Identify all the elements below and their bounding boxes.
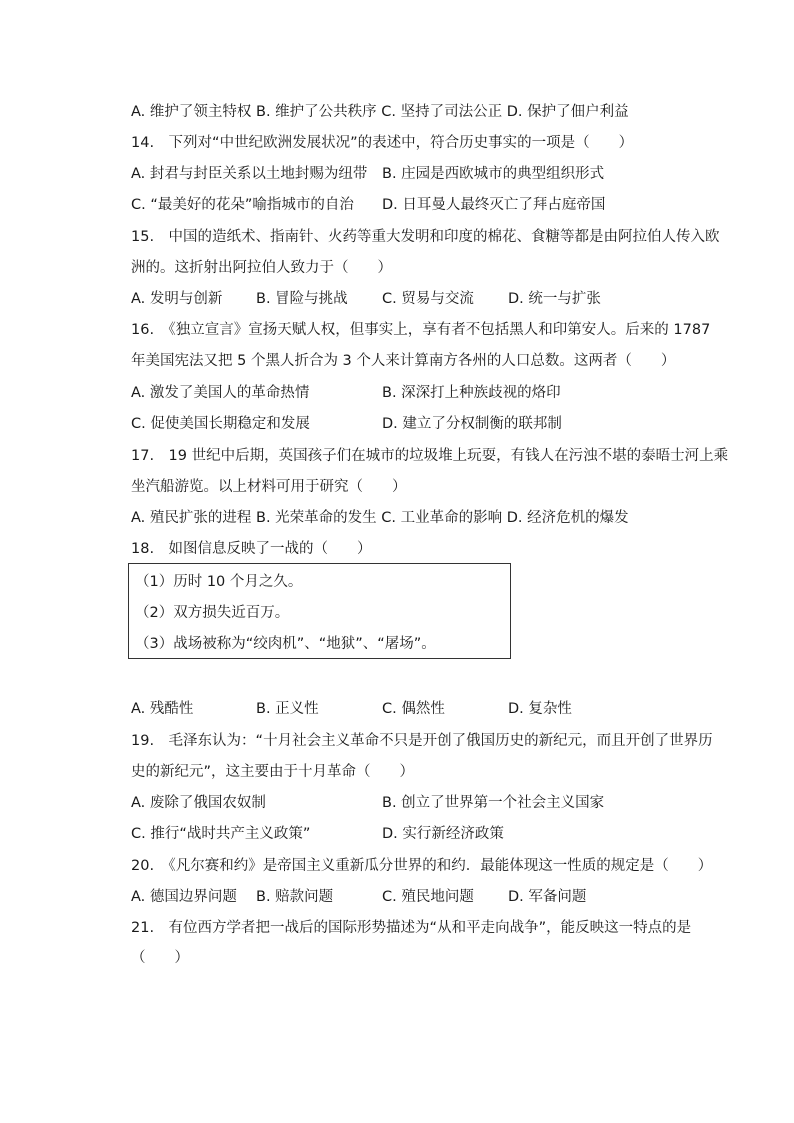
- q18-box-line-1: （1）历时 10 个月之久。: [135, 574, 303, 590]
- q16-option-d: D. 建立了分权制衡的联邦制: [382, 416, 562, 432]
- q19-stem-line2: 史的新纪元”，这主要由于十月革命（ ）: [131, 764, 415, 780]
- q16-option-a: A. 激发了美国人的革命热情: [131, 385, 310, 401]
- q14-stem: 14. 下列对“中世纪欧洲发展状况”的表述中，符合历史事实的一项是（ ）: [131, 135, 634, 151]
- q14-option-b: B. 庄园是西欧城市的典型组织形式: [382, 166, 605, 182]
- q15-option-a: A. 发明与创新: [131, 291, 223, 307]
- q16-option-c: C. 促使美国长期稳定和发展: [131, 416, 310, 432]
- q18-stem: 18. 如图信息反映了一战的（ ）: [131, 541, 372, 557]
- q19-option-a: A. 废除了俄国农奴制: [131, 795, 266, 811]
- q13-option-a: A. 维护了领主特权: [131, 104, 252, 120]
- q15-stem-line1: 15. 中国的造纸术、指南针、火药等重大发明和印度的棉花、食糖等都是由阿拉伯人传入欧: [131, 229, 720, 245]
- q15-option-c: C. 贸易与交流: [382, 291, 474, 307]
- q14-option-c: C. “最美好的花朵”喻指城市的自治: [131, 197, 354, 213]
- q17-option-b: B. 光荣革命的发生: [256, 510, 377, 526]
- q20-option-d: D. 军备问题: [508, 889, 587, 905]
- q19-stem-line1: 19. 毛泽东认为：“十月社会主义革命不只是开创了俄国历史的新纪元，而且开创了世界历: [131, 733, 713, 749]
- q20-option-a: A. 德国边界问题: [131, 889, 237, 905]
- q15-option-d: D. 统一与扩张: [508, 291, 601, 307]
- q19-option-d: D. 实行新经济政策: [382, 826, 504, 842]
- q13-option-c: C. 坚持了司法公正: [381, 104, 503, 120]
- q17-option-d: D. 经济危机的爆发: [506, 510, 629, 526]
- q13-option-d: D. 保护了佃户利益: [506, 104, 629, 120]
- q15-option-b: B. 冒险与挑战: [256, 291, 348, 307]
- q17-options: [131, 508, 629, 528]
- q13-option-b: B. 维护了公共秩序: [256, 104, 377, 120]
- q18-option-c: C. 偶然性: [382, 701, 445, 717]
- q14-option-a: A. 封君与封臣关系以土地封赐为纽带: [131, 166, 368, 182]
- q18-info-box: [128, 563, 511, 659]
- q18-box-line-2: （2）双方损失近百万。: [135, 605, 290, 621]
- q18-option-b: B. 正义性: [256, 701, 319, 717]
- q20-stem: 20. 《凡尔赛和约》是帝国主义重新瓜分世界的和约．最能体现这一性质的规定是（ ）: [131, 858, 713, 874]
- q17-option-a: A. 殖民扩张的进程: [131, 510, 252, 526]
- q13-options: [131, 102, 629, 122]
- q21-stem-line2: （ ）: [131, 950, 189, 966]
- q16-stem-line1: 16. 《独立宣言》宣扬天赋人权，但事实上，享有者不包括黑人和印第安人。后来的 1787: [131, 322, 711, 338]
- q20-option-b: B. 赔款问题: [256, 889, 334, 905]
- q18-option-d: D. 复杂性: [508, 701, 572, 717]
- q17-option-c: C. 工业革命的影响: [381, 510, 503, 526]
- q21-stem-line1: 21. 有位西方学者把一战后的国际形势描述为“从和平走向战争”，能反映这一特点的是: [131, 920, 692, 936]
- q16-stem-line2: 年美国宪法又把 5 个黑人折合为 3 个人来计算南方各州的人口总数。这两者（ ）: [131, 353, 676, 369]
- q19-option-c: C. 推行“战时共产主义政策”: [131, 826, 311, 842]
- q14-option-d: D. 日耳曼人最终灭亡了拜占庭帝国: [382, 197, 606, 213]
- q15-stem-line2: 洲的。这折射出阿拉伯人致力于（ ）: [131, 260, 392, 276]
- q19-option-b: B. 创立了世界第一个社会主义国家: [382, 795, 605, 811]
- q17-stem-line1: 17. 19 世纪中后期，英国孩子们在城市的垃圾堆上玩耍，有钱人在污浊不堪的泰晤士河上乘: [131, 448, 729, 464]
- q17-stem-line2: 坐汽船游览。以上材料可用于研究（ ）: [131, 479, 407, 495]
- q16-option-b: B. 深深打上种族歧视的烙印: [382, 385, 561, 401]
- q20-option-c: C. 殖民地问题: [382, 889, 474, 905]
- q18-option-a: A. 残酷性: [131, 701, 194, 717]
- q18-box-line-3: （3）战场被称为“绞肉机”、“地狱”、“屠场”。: [135, 636, 436, 652]
